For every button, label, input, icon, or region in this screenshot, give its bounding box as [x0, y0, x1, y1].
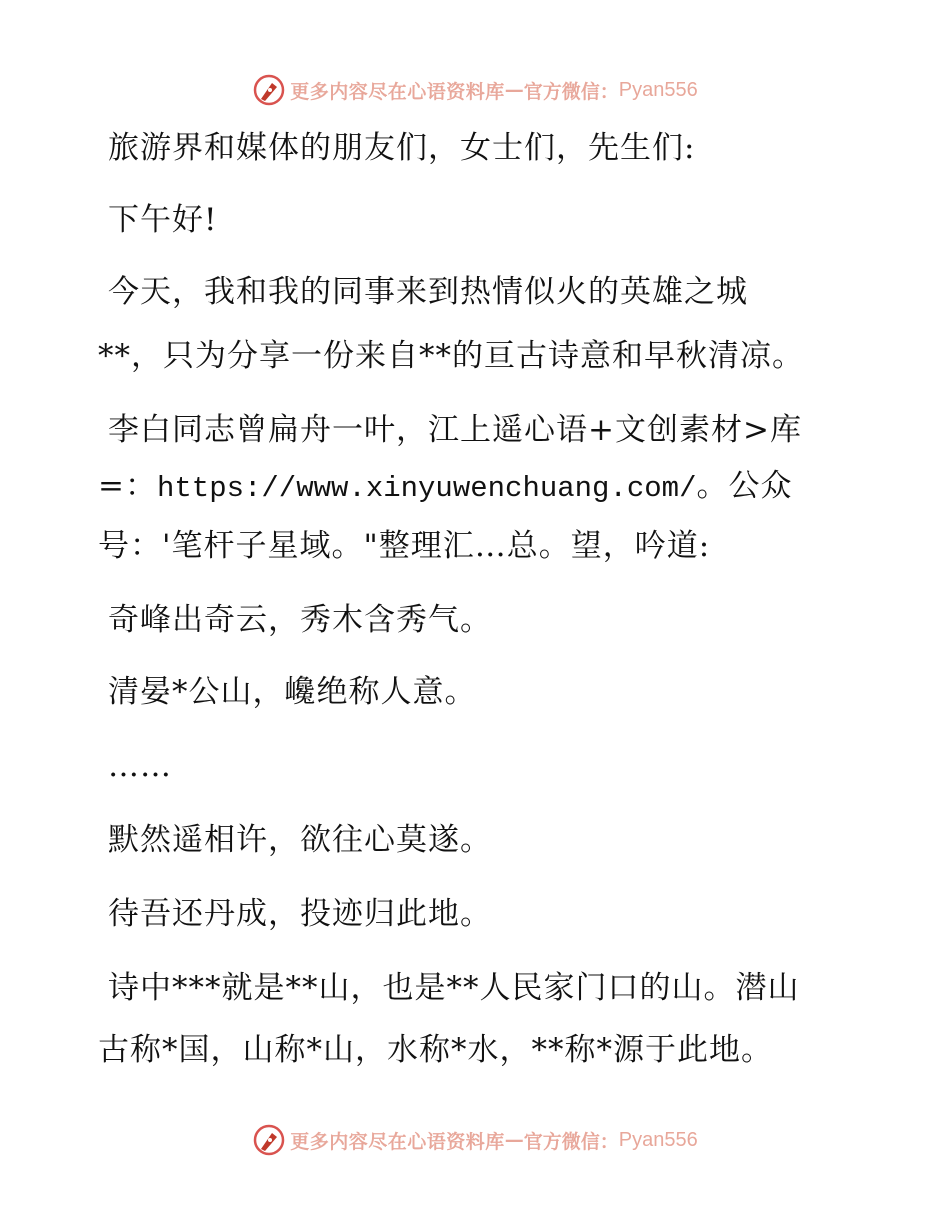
pen-nib-circle-icon	[252, 73, 286, 107]
paragraph-line: **，只为分享一份来自**的亘古诗意和早秋清凉。	[98, 338, 804, 374]
good-afternoon-line: 下午好!	[108, 202, 218, 238]
banner-wechat-label: 官方微信：	[523, 1130, 619, 1153]
poem-line: 默然遥相许，欲往心莫遂。	[108, 822, 492, 858]
url-suffix: 。公众	[696, 468, 793, 504]
header-banner	[0, 70, 950, 110]
paragraph-line: 号：'笔杆子星域。"整理汇…总。望，吟道:	[98, 528, 711, 564]
url-prefix: =：	[98, 468, 157, 504]
website-link[interactable]: https://www.xinyuwenchuang.com/	[156, 472, 697, 505]
paragraph-line: 诗中***就是**山，也是**人民家门口的山。潜山	[108, 970, 800, 1006]
banner-main-text: 更多内容尽在心语资料库	[290, 80, 505, 103]
ellipsis-line: ……	[108, 748, 172, 784]
banner-separator: —	[504, 79, 524, 101]
poem-line: 清晏*公山，巉绝称人意。	[108, 674, 477, 710]
banner-wechat-id: Pyan556	[618, 78, 698, 101]
url-line	[98, 466, 792, 509]
poem-line: 奇峰出奇云，秀木含秀气。	[108, 602, 492, 638]
banner-wechat-label: 官方微信：	[523, 80, 619, 103]
banner-separator: —	[504, 1129, 524, 1151]
banner-main-text: 更多内容尽在心语资料库	[290, 1130, 505, 1153]
greeting-line: 旅游界和媒体的朋友们，女士们，先生们:	[108, 130, 696, 166]
paragraph-line: 李白同志曾扁舟一叶，江上遥心语+文创素材>库	[108, 412, 802, 448]
paragraph-line: 古称*国，山称*山，水称*水，**称*源于此地。	[98, 1032, 773, 1068]
footer-banner	[0, 1120, 950, 1160]
poem-line: 待吾还丹成，投迹归此地。	[108, 896, 492, 932]
pen-nib-circle-icon	[252, 1123, 286, 1157]
banner-wechat-id: Pyan556	[618, 1128, 698, 1151]
paragraph-line: 今天，我和我的同事来到热情似火的英雄之城	[108, 274, 748, 310]
